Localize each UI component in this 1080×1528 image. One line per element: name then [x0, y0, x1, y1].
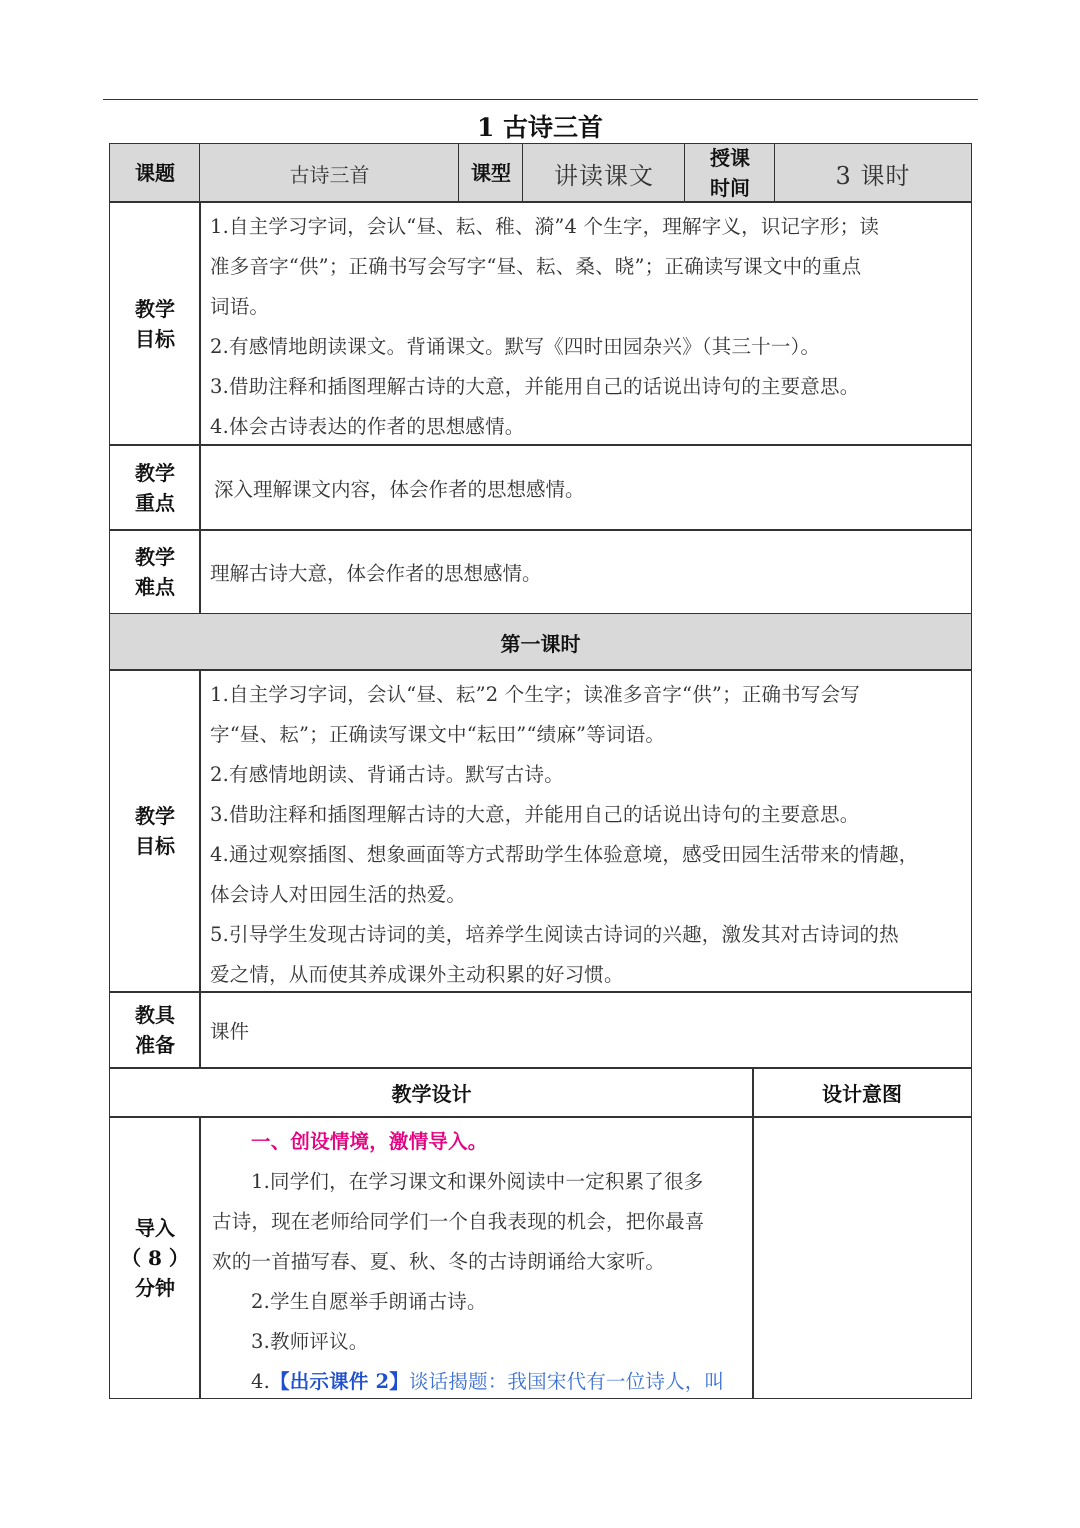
type-value-cell [522, 143, 686, 203]
goals-line: 准多音字“供”；正确书写会写字“昼、耘、桑、晓”；正确读写课文中的重点 [210, 255, 862, 278]
lesson1-banner [109, 613, 972, 671]
lesson1-goals-line: 1.自主学习字词，会认“昼、耘”2 个生字；读准多音字“供”；正确书写会写 [210, 683, 860, 706]
intro-label-line-1: 导入 [135, 1215, 175, 1240]
lesson1-goals-label-line-2: 目标 [135, 834, 175, 858]
lesson1-goals-content-cell [199, 669, 972, 993]
courseware-tag: 【出示课件 2】 [270, 1370, 409, 1393]
goals-label-cell [109, 201, 201, 446]
lesson1-goals-line: 5.引导学生发现古诗词的美，培养学生阅读古诗词的兴趣，激发其对古诗词的热 [210, 923, 899, 946]
topic-label-cell [109, 143, 201, 203]
lesson1-goals-label-cell [109, 669, 201, 993]
goals-line: 词语。 [210, 295, 270, 318]
topic-value-cell [199, 143, 460, 203]
time-label-cell [684, 143, 776, 203]
difficulties-label-cell [109, 529, 201, 615]
topic-value: 古诗三首 [289, 162, 370, 187]
keypoints-label-line-2: 重点 [135, 490, 175, 515]
top-rule [103, 99, 978, 100]
keypoints-text: 深入理解课文内容，体会作者的思想感情。 [214, 477, 585, 501]
tools-label-line-1: 教具 [135, 1003, 175, 1027]
intro-content-cell [199, 1116, 754, 1399]
intent-header: 设计意图 [822, 1082, 902, 1106]
time-label-line-2: 时间 [710, 176, 750, 200]
goals-line: 2.有感情地朗读课文。背诵课文。默写《四时田园杂兴》（其三十一）。 [210, 335, 821, 358]
intro-label-line-3: 分钟 [135, 1275, 175, 1300]
type-label-cell [458, 143, 524, 203]
intro-section-title: 一、创设情境，激情导入。 [251, 1130, 488, 1153]
goals-content-cell [199, 201, 972, 446]
intro-label-line-2: （ 8 ） [121, 1245, 189, 1270]
type-label: 课型 [471, 161, 511, 185]
keypoints-content-cell [199, 444, 972, 531]
difficulties-text: 理解古诗大意，体会作者的思想感情。 [210, 562, 542, 585]
time-label-line-1: 授课 [710, 146, 750, 170]
lesson1-goals-label-line-1: 教学 [135, 804, 175, 828]
topic-label: 课题 [135, 161, 175, 185]
design-header-cell [109, 1067, 754, 1118]
intro-line: 2.学生自愿举手朗诵古诗。 [251, 1290, 487, 1313]
intro-last-prefix: 4. [251, 1370, 271, 1393]
tools-label-cell [109, 991, 201, 1069]
lesson1-goals-line: 爱之情，从而使其养成课外主动积累的好习惯。 [210, 963, 624, 986]
time-value: 3 课时 [835, 161, 911, 190]
document-title: 1 古诗三首 [476, 113, 604, 142]
goals-line: 4.体会古诗表达的作者的思想感情。 [210, 415, 525, 438]
difficulties-content-cell [199, 529, 972, 615]
design-header: 教学设计 [391, 1082, 472, 1106]
difficulties-label-line-1: 教学 [135, 545, 175, 569]
intro-line: 1.同学们，在学习课文和课外阅读中一定积累了很多 [251, 1170, 704, 1193]
intro-label-cell [109, 1116, 201, 1399]
goals-label-line-1: 教学 [135, 296, 175, 321]
keypoints-label-cell [109, 444, 201, 531]
lesson1-goals-line: 体会诗人对田园生活的热爱。 [210, 883, 467, 906]
intro-intent-cell [752, 1116, 972, 1399]
goals-line: 1.自主学习字词，会认“昼、耘、稚、漪”4 个生字，理解字义，识记字形；读 [210, 215, 880, 238]
intro-last-line [212, 1362, 753, 1399]
time-value-cell [774, 143, 972, 203]
type-value: 讲读课文 [554, 161, 654, 190]
tools-value: 课件 [210, 1020, 250, 1043]
lesson1-goals-line: 2.有感情地朗读、背诵古诗。默写古诗。 [210, 763, 564, 786]
intent-header-cell [752, 1067, 972, 1118]
lesson1-goals-line: 3.借助注释和插图理解古诗的大意，并能用自己的话说出诗句的主要意思。 [210, 803, 860, 826]
tools-content-cell [199, 991, 972, 1069]
intro-line: 欢的一首描写春、夏、秋、冬的古诗朗诵给大家听。 [212, 1250, 666, 1273]
keypoints-label-line-1: 教学 [135, 460, 175, 485]
intro-line: 古诗，现在老师给同学们一个自我表现的机会，把你最喜 [212, 1210, 705, 1233]
tools-label-line-2: 准备 [135, 1033, 175, 1057]
difficulties-label-line-2: 难点 [135, 575, 175, 599]
lesson1-goals-line: 字“昼、耘”；正确读写课文中“耘田”“绩麻”等词语。 [210, 723, 666, 746]
intro-last-text: 谈话揭题：我国宋代有一位诗人，叫 [408, 1370, 725, 1393]
goals-line: 3.借助注释和插图理解古诗的大意，并能用自己的话说出诗句的主要意思。 [210, 375, 860, 398]
lesson1-title: 第一课时 [500, 631, 581, 656]
goals-label-line-2: 目标 [135, 326, 175, 351]
lesson1-goals-line: 4.通过观察插图、想象画面等方式帮助学生体验意境，感受田园生活带来的情趣， [210, 843, 919, 866]
intro-line: 3.教师评议。 [251, 1330, 369, 1353]
